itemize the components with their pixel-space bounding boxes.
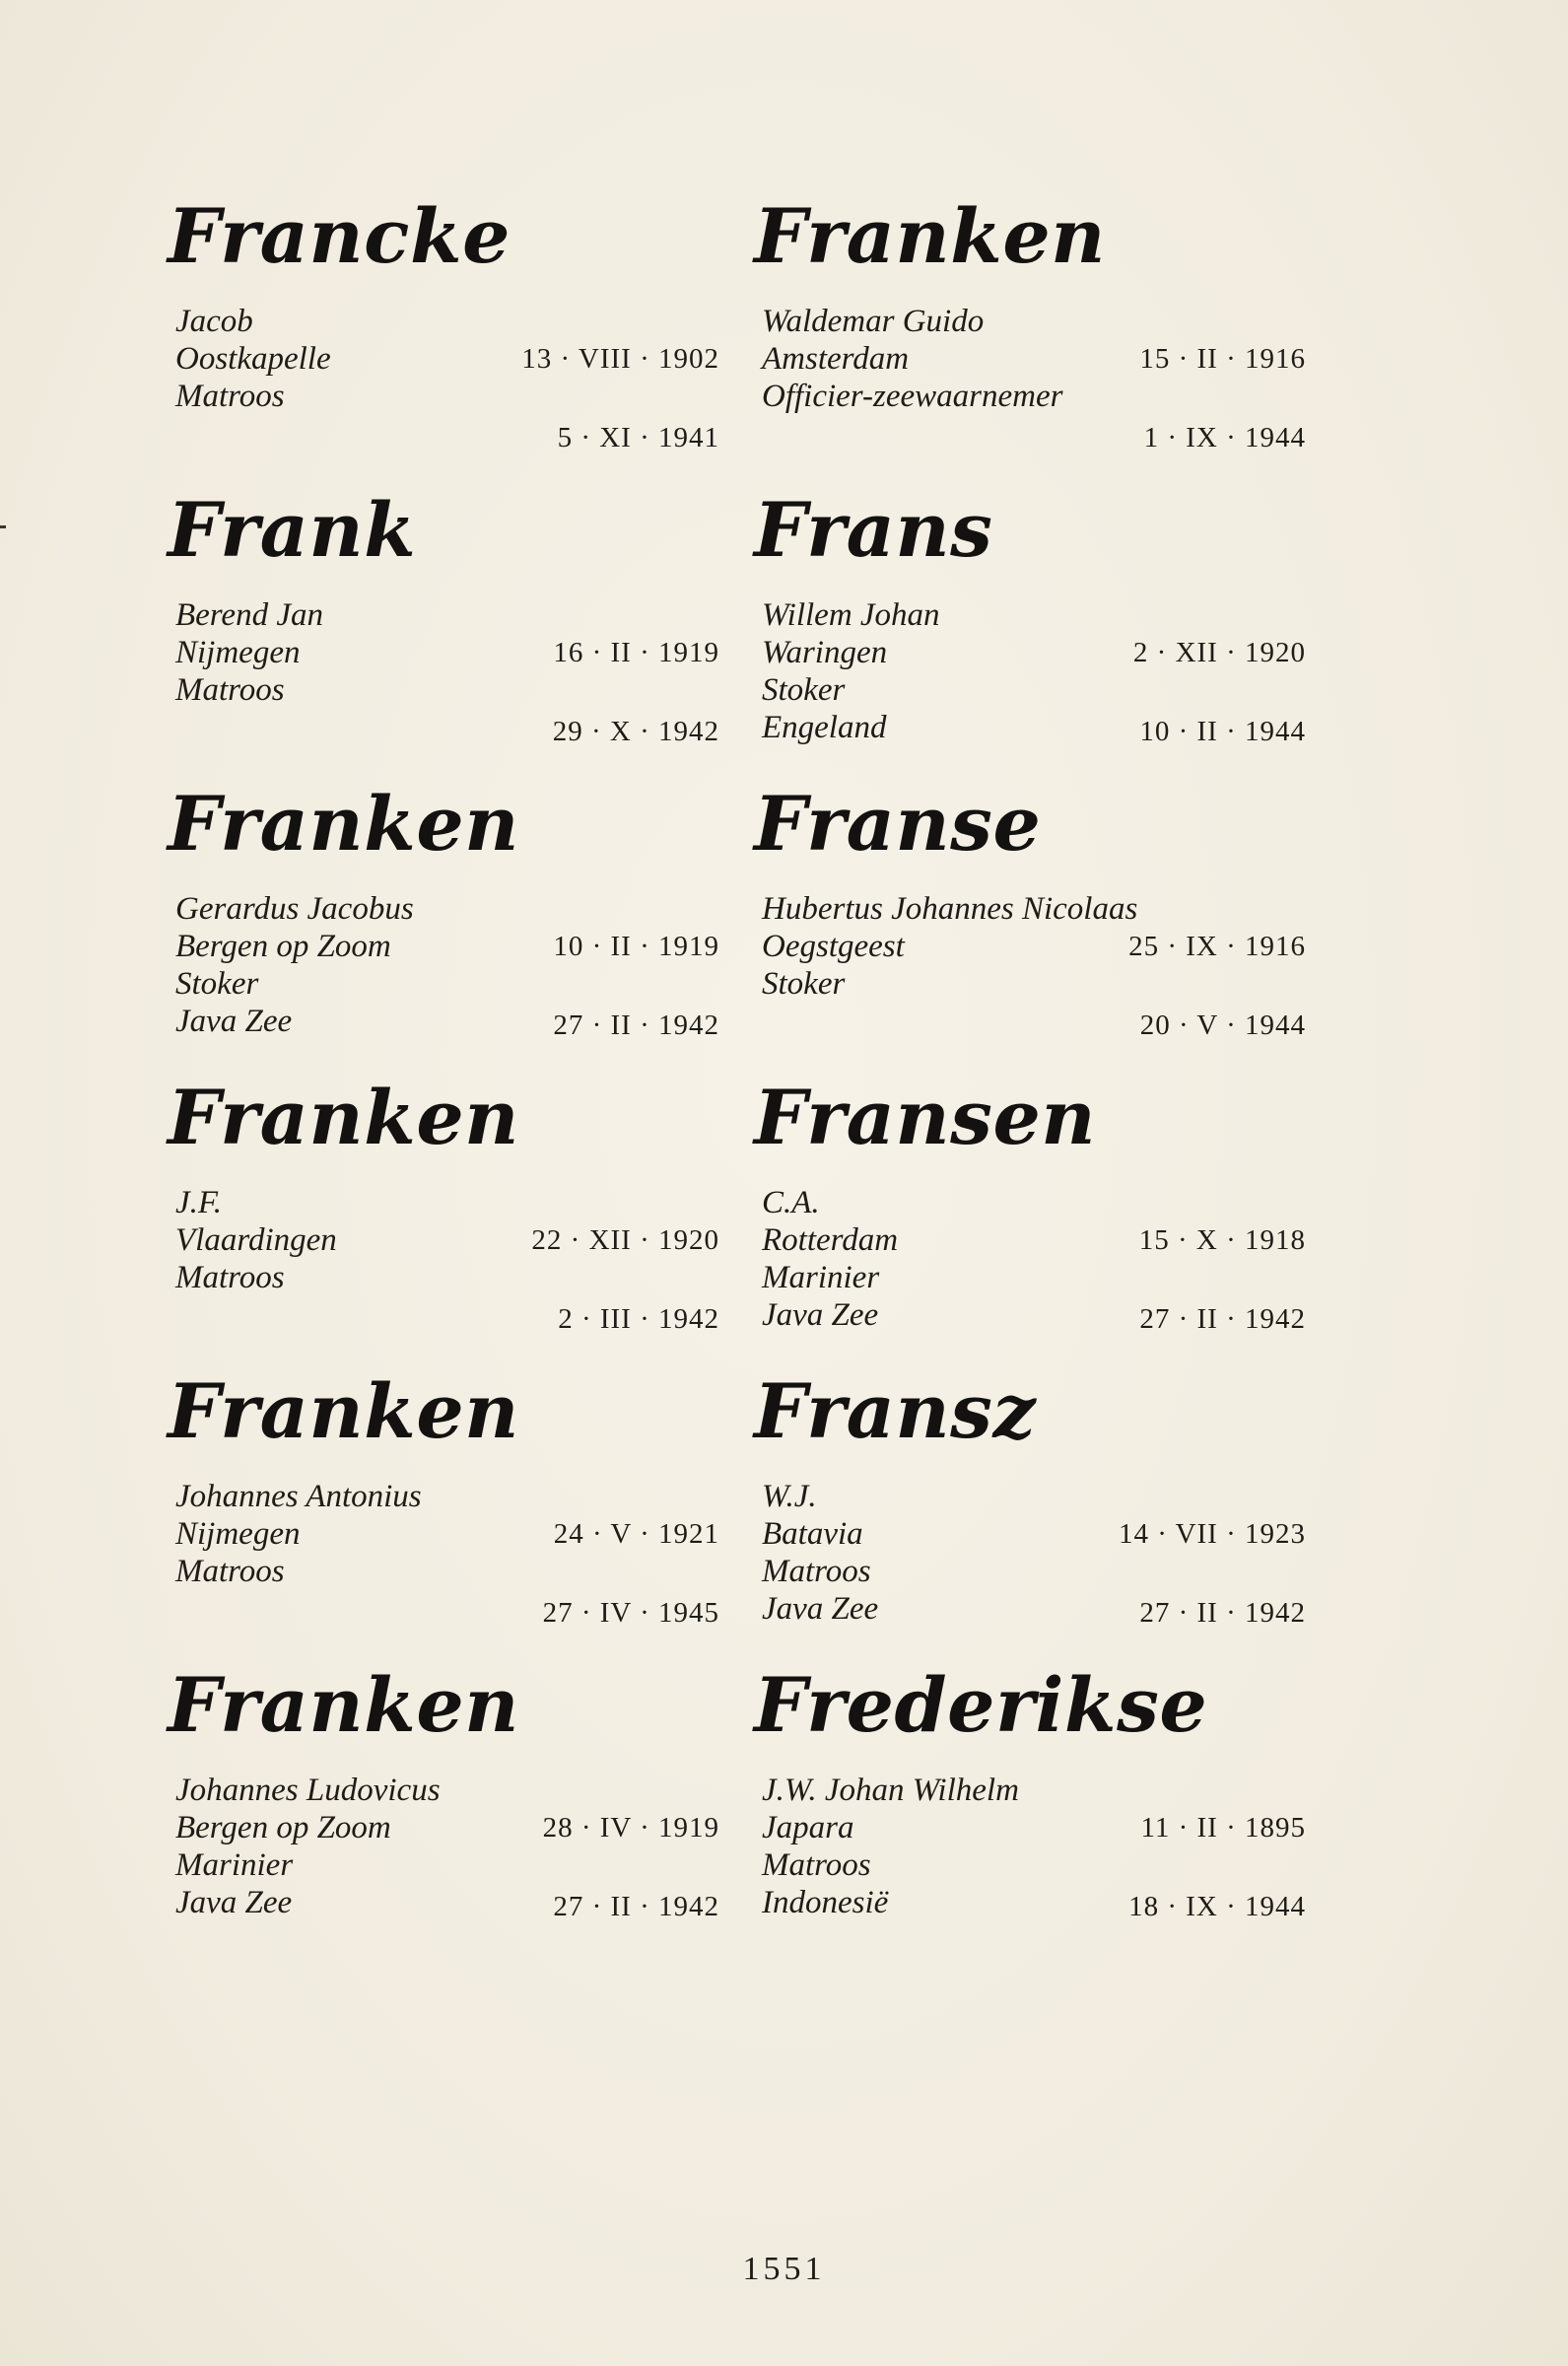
right-column bbox=[754, 192, 1306, 1955]
death-date: 27 · II · 1942 bbox=[1139, 1597, 1306, 1629]
surname: Francke bbox=[168, 192, 511, 280]
given-names: Hubertus Johannes Nicolaas bbox=[762, 891, 1138, 927]
entry bbox=[168, 1661, 719, 1955]
death-place: Java Zee bbox=[762, 1297, 879, 1333]
birthplace: Bergen op Zoom bbox=[175, 1810, 391, 1845]
death-date: 2 · III · 1942 bbox=[558, 1303, 719, 1335]
entry bbox=[754, 1661, 1306, 1955]
rank: Marinier bbox=[762, 1260, 880, 1295]
given-names: Waldemar Guido bbox=[762, 304, 985, 339]
death-place: Java Zee bbox=[175, 1004, 293, 1039]
birth-date: 11 · II · 1895 bbox=[1140, 1812, 1306, 1844]
birthplace: Vlaardingen bbox=[175, 1222, 337, 1258]
margin-mark bbox=[0, 525, 6, 528]
rank: Stoker bbox=[762, 672, 846, 708]
rank: Matroos bbox=[175, 379, 285, 414]
entry bbox=[754, 486, 1306, 780]
rank: Matroos bbox=[762, 1847, 871, 1883]
entry bbox=[754, 1367, 1306, 1661]
birth-date: 10 · II · 1919 bbox=[553, 931, 719, 962]
death-date: 10 · II · 1944 bbox=[1139, 716, 1306, 747]
birth-date: 2 · XII · 1920 bbox=[1132, 637, 1306, 668]
rank: Matroos bbox=[175, 1554, 285, 1589]
birthplace: Batavia bbox=[762, 1516, 863, 1552]
page-number: 1551 bbox=[742, 2251, 826, 2287]
rank: Stoker bbox=[175, 966, 259, 1002]
surname: Frederikse bbox=[754, 1661, 1208, 1749]
given-names: Johannes Ludovicus bbox=[175, 1773, 441, 1808]
given-names: Gerardus Jacobus bbox=[175, 891, 414, 927]
entry bbox=[168, 192, 719, 486]
death-date: 20 · V · 1944 bbox=[1139, 1009, 1306, 1041]
death-place: Java Zee bbox=[175, 1885, 293, 1920]
birthplace: Japara bbox=[762, 1810, 854, 1845]
death-date: 27 · II · 1942 bbox=[1139, 1303, 1306, 1335]
entry bbox=[168, 780, 719, 1074]
death-date: 27 · II · 1942 bbox=[553, 1009, 719, 1041]
death-date: 27 · IV · 1945 bbox=[542, 1597, 719, 1629]
surname: Franken bbox=[168, 1074, 519, 1161]
birth-date: 22 · XII · 1920 bbox=[531, 1224, 719, 1256]
surname: Frans bbox=[754, 486, 993, 574]
birthplace: Nijmegen bbox=[175, 1516, 301, 1552]
birthplace: Amsterdam bbox=[762, 341, 910, 377]
birthplace: Oegstgeest bbox=[762, 929, 905, 964]
surname: Frank bbox=[168, 486, 417, 574]
entry bbox=[168, 1367, 719, 1661]
death-place: Engeland bbox=[762, 710, 887, 745]
entry bbox=[754, 192, 1306, 486]
birth-date: 14 · VII · 1923 bbox=[1118, 1518, 1306, 1550]
birth-date: 24 · V · 1921 bbox=[553, 1518, 719, 1550]
birthplace: Nijmegen bbox=[175, 635, 301, 670]
birth-date: 25 · IX · 1916 bbox=[1128, 931, 1306, 962]
surname: Franse bbox=[754, 780, 1042, 868]
birthplace: Bergen op Zoom bbox=[175, 929, 391, 964]
surname: Franken bbox=[754, 192, 1106, 280]
given-names: J.W. Johan Wilhelm bbox=[762, 1773, 1019, 1808]
left-column bbox=[168, 192, 719, 1955]
death-date: 5 · XI · 1941 bbox=[557, 422, 719, 453]
given-names: Johannes Antonius bbox=[175, 1479, 422, 1514]
death-date: 29 · X · 1942 bbox=[552, 716, 719, 747]
given-names: W.J. bbox=[762, 1479, 817, 1514]
surname: Franken bbox=[168, 1367, 519, 1455]
rank: Matroos bbox=[175, 1260, 285, 1295]
given-names: J.F. bbox=[175, 1185, 223, 1220]
given-names: Jacob bbox=[175, 304, 253, 339]
death-place: Indonesië bbox=[762, 1885, 889, 1920]
surname: Franken bbox=[168, 780, 519, 868]
given-names: Berend Jan bbox=[175, 597, 323, 633]
birth-date: 16 · II · 1919 bbox=[553, 637, 719, 668]
birth-date: 15 · II · 1916 bbox=[1139, 343, 1306, 375]
rank: Matroos bbox=[762, 1554, 871, 1589]
rank: Matroos bbox=[175, 672, 285, 708]
death-place: Java Zee bbox=[762, 1591, 879, 1627]
entry bbox=[168, 486, 719, 780]
given-names: C.A. bbox=[762, 1185, 820, 1220]
entry bbox=[754, 1074, 1306, 1367]
surname: Fransen bbox=[754, 1074, 1097, 1161]
birth-date: 28 · IV · 1919 bbox=[542, 1812, 719, 1844]
death-date: 27 · II · 1942 bbox=[553, 1891, 719, 1922]
birth-date: 13 · VIII · 1902 bbox=[521, 343, 719, 375]
rank: Marinier bbox=[175, 1847, 294, 1883]
birthplace: Waringen bbox=[762, 635, 888, 670]
rank: Stoker bbox=[762, 966, 846, 1002]
surname: Franken bbox=[168, 1661, 519, 1749]
birthplace: Rotterdam bbox=[762, 1222, 899, 1258]
birthplace: Oostkapelle bbox=[175, 341, 331, 377]
death-date: 18 · IX · 1944 bbox=[1128, 1891, 1306, 1922]
entry bbox=[754, 780, 1306, 1074]
given-names: Willem Johan bbox=[762, 597, 940, 633]
rank: Officier-zeewaarnemer bbox=[762, 379, 1063, 414]
entry bbox=[168, 1074, 719, 1367]
surname: Fransz bbox=[754, 1367, 1037, 1455]
birth-date: 15 · X · 1918 bbox=[1138, 1224, 1306, 1256]
death-date: 1 · IX · 1944 bbox=[1143, 422, 1306, 453]
